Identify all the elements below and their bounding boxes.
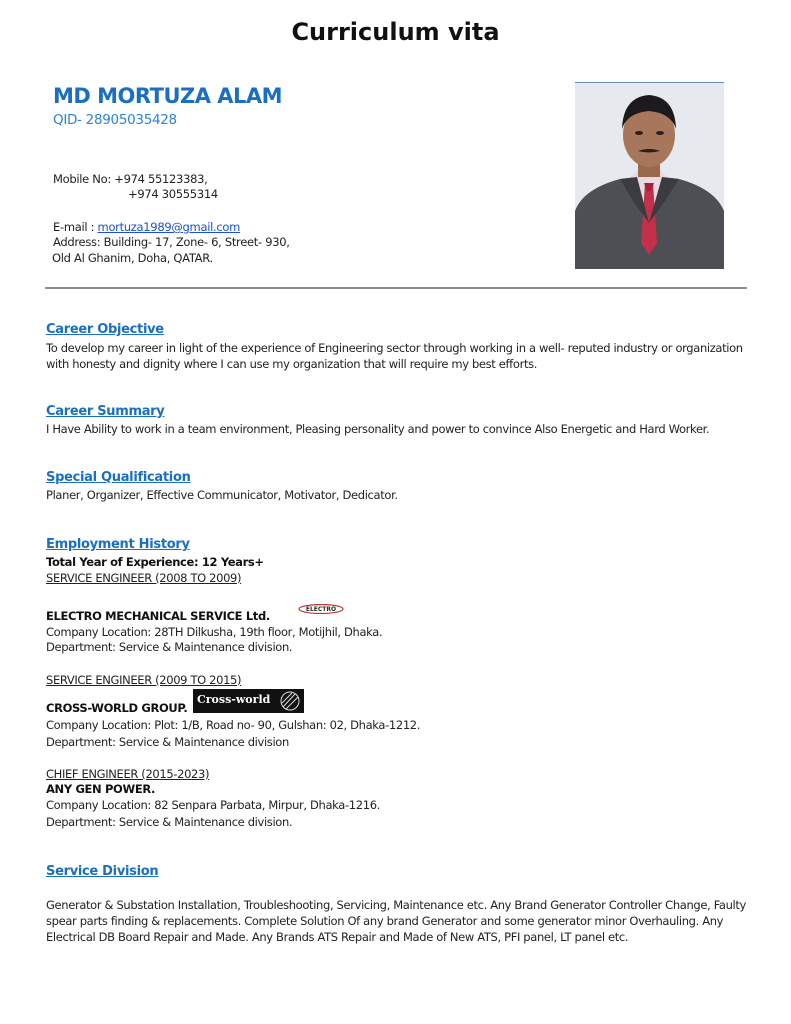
- electro-company-logo: [298, 599, 344, 613]
- qid-number: QID- 28905035428: [53, 112, 177, 128]
- address-line-1: Address: Building- 17, Zone- 6, Street- 930,: [53, 235, 290, 249]
- service-division-text: Generator & Substation Installation, Troubleshooting, Servicing, Maintenance etc. Any Brand Generator Controller Change, Faulty spear parts finding & replacements. Complete Solution Of any brand Generator and some generator minor Overhauling. Any Electrical DB Board Repair and Made. Any Brands ATS Repair and Made of New ATS, PFI panel, LT panel etc.: [46, 898, 747, 944]
- company-department: Department: Service & Maintenance division.: [46, 815, 293, 829]
- document-title: Curriculum vita: [291, 18, 500, 46]
- crossworld-logo-text: Cross-world: [197, 693, 271, 706]
- service-division-heading: Service Division: [46, 864, 159, 879]
- job-title: SERVICE ENGINEER (2009 TO 2015): [46, 673, 242, 687]
- mobile-number-second: +974 30555314: [128, 187, 218, 201]
- special-qualification-heading: Special Qualification: [46, 470, 191, 485]
- company-location: Company Location: 82 Senpara Parbata, Mirpur, Dhaka-1216.: [46, 798, 380, 812]
- company-department: Department: Service & Maintenance division.: [46, 640, 293, 654]
- company-location: Company Location: Plot: 1/B, Road no- 90, Gulshan: 02, Dhaka-1212.: [46, 718, 421, 732]
- mobile-numbers: Mobile No: +974 55123383,: [53, 172, 208, 186]
- total-experience: Total Year of Experience: 12 Years+: [46, 555, 264, 569]
- company-name: CROSS-WORLD GROUP.: [46, 701, 188, 715]
- company-name: ANY GEN POWER.: [46, 782, 156, 796]
- job-title: SERVICE ENGINEER (2008 TO 2009): [46, 571, 242, 585]
- career-summary-text: I Have Ability to work in a team environment, Pleasing personality and power to convince Also Energetic and Hard Worker.: [46, 422, 710, 436]
- email-label: E-mail :: [53, 220, 98, 234]
- profile-photo: [575, 82, 724, 269]
- candidate-name: MD MORTUZA ALAM: [53, 84, 283, 108]
- career-objective-text: To develop my career in light of the experience of Engineering sector through working in a well- reputed industry or organization with honesty and dignity where I can use my organization that will require my best efforts.: [46, 341, 743, 371]
- company-location: Company Location: 28TH Dilkusha, 19th floor, Motijhil, Dhaka.: [46, 625, 383, 639]
- email-link[interactable]: mortuza1989@gmail.com: [97, 220, 241, 234]
- career-objective-heading: Career Objective: [46, 322, 164, 337]
- job-title: CHIEF ENGINEER (2015-2023): [46, 767, 210, 781]
- electro-logo-text: ELECTRO: [305, 606, 337, 613]
- email-line: [53, 220, 240, 234]
- address-line-2: Old Al Ghanim, Doha, QATAR.: [52, 251, 213, 265]
- career-summary-heading: Career Summary: [46, 404, 165, 419]
- special-qualification-text: Planer, Organizer, Effective Communicator, Motivator, Dedicator.: [46, 488, 398, 502]
- company-department: Department: Service & Maintenance division: [46, 735, 289, 749]
- crossworld-company-logo: [193, 689, 304, 713]
- employment-history-heading: Employment History: [46, 537, 190, 552]
- header-divider: [45, 287, 747, 289]
- company-name: ELECTRO MECHANICAL SERVICE Ltd.: [46, 609, 270, 623]
